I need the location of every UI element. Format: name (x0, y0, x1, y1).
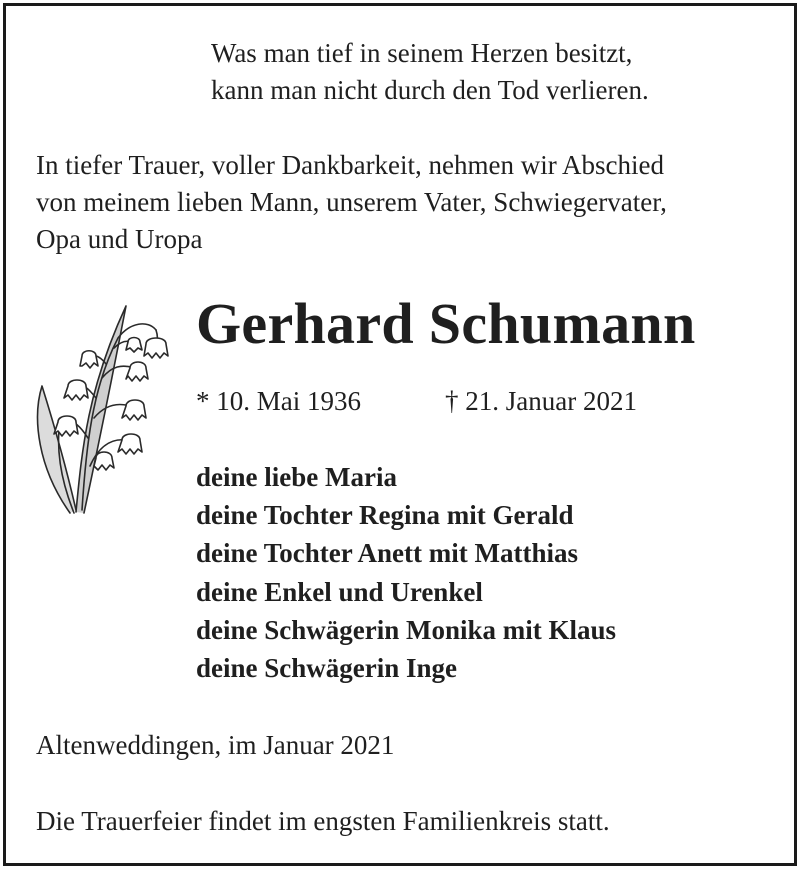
mourner-entry: deine liebe Maria (196, 462, 397, 492)
intro-line: In tiefer Trauer, voller Dankbarkeit, nehmen wir Abschied (36, 150, 664, 180)
mourner-entry: deine Tochter Regina mit Gerald (196, 500, 574, 531)
birth-date: * 10. Mai 1936 (196, 386, 361, 416)
obituary-notice (3, 3, 797, 866)
motto-quote (211, 35, 649, 109)
mourner-entry: deine Schwägerin Monika mit Klaus (196, 614, 617, 645)
mourner-entry: deine Tochter Anett mit Matthias (196, 538, 578, 569)
mourner-entry: deine Schwägerin Inge (196, 653, 458, 684)
deceased-name: Gerhard Schumann (196, 291, 696, 356)
funeral-note: Die Trauerfeier findet im engsten Familienkreis statt. (36, 806, 610, 836)
intro-line: von meinem lieben Mann, unserem Vater, Schwiegervater, (36, 187, 667, 217)
mourner-entry: deine Enkel und Urenkel (196, 576, 483, 607)
lily-of-the-valley-icon (30, 298, 170, 516)
motto-line: kann man nicht durch den Tod verlieren. (211, 75, 649, 105)
mourners-list (196, 458, 616, 687)
motto-line: Was man tief in seinem Herzen besitzt, (211, 38, 633, 68)
intro-line: Opa und Uropa (36, 224, 203, 254)
place-and-date: Altenweddingen, im Januar 2021 (36, 730, 395, 760)
death-date: † 21. Januar 2021 (445, 386, 637, 416)
intro-text (36, 147, 667, 258)
